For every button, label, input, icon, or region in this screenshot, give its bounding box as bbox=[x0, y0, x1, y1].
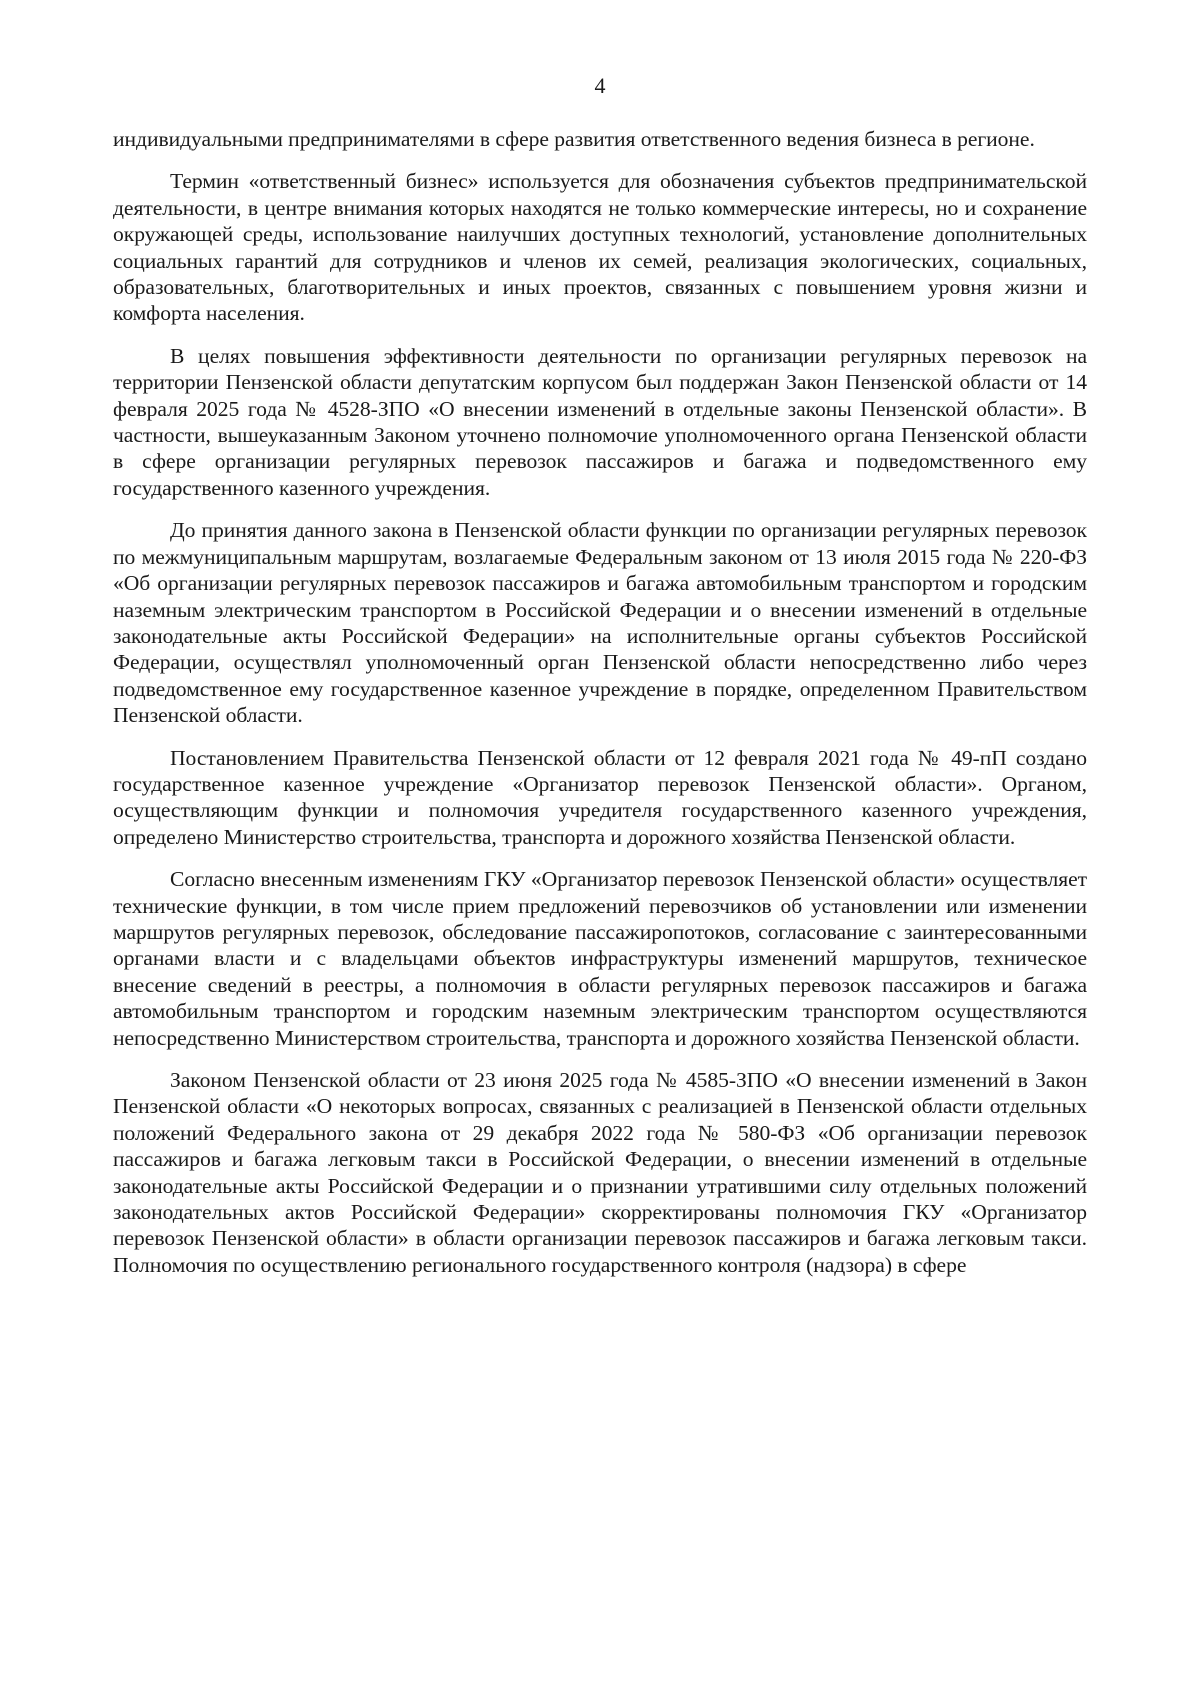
paragraph-1: индивидуальными предпринимателями в сфере развития ответственного ведения бизнеса в регионе. bbox=[113, 127, 1035, 151]
page-number: 4 bbox=[594, 73, 606, 98]
paragraph-7: Законом Пензенской области от 23 июня 2025 года № 4585-ЗПО «О внесении изменений в Закон Пензенской области «О некоторых вопросах, связанных с реализацией в Пензенской области отдельных положений Федерального закона от 29 декабря 2022 года № 580-ФЗ «Об организации перевозок пассажиров и багажа легковым такси в Российской Федерации, о внесении изменений в отдельные законодательные акты Российской Федерации и о признании утратившими силу отдельных положений законодательных актов Российской Федерации» скорректированы полномочия ГКУ «Организатор перевозок Пензенской области» в области организации перевозок пассажиров и багажа легковым такси. Полномочия по осуществлению регионального государственного контроля (надзора) в сфере bbox=[113, 1068, 1087, 1277]
document-body bbox=[113, 126, 1087, 1294]
paragraph-2: Термин «ответственный бизнес» используется для обозначения субъектов предпринимательской деятельности, в центре внимания которых находятся не только коммерческие интересы, но и сохранение окружающей среды, использование наилучших доступных технологий, установление дополнительных социальных гарантий для сотрудников и членов их семей, реализация экологических, социальных, образовательных, благотворительных и иных проектов, связанных с повышением уровня жизни и комфорта населения. bbox=[113, 169, 1087, 326]
paragraph-6: Согласно внесенным изменениям ГКУ «Организатор перевозок Пензенской области» осуществляет технические функции, в том числе прием предложений перевозчиков об установлении или изменении маршрутов регулярных перевозок, обследование пассажиропотоков, согласование с заинтересованными органами власти и с владельцами объектов инфраструктуры изменений маршрутов, техническое внесение сведений в реестры, а полномочия в области регулярных перевозок пассажиров и багажа автомобильным транспортом и городским наземным электрическим транспортом осуществляются непосредственно Министерством строительства, транспорта и дорожного хозяйства Пензенской области. bbox=[113, 867, 1087, 1050]
paragraph-4: До принятия данного закона в Пензенской области функции по организации регулярных перевозок по межмуниципальным маршрутам, возлагаемые Федеральным законом от 13 июля 2015 года № 220-ФЗ «Об организации регулярных перевозок пассажиров и багажа автомобильным транспортом и городским наземным электрическим транспортом в Российской Федерации и о внесении изменений в отдельные законодательные акты Российской Федерации» на исполнительные органы субъектов Российской Федерации, осуществлял уполномоченный орган Пензенской области непосредственно либо через подведомственное ему государственное казенное учреждение в порядке, определенном Правительством Пензенской области. bbox=[113, 518, 1087, 728]
paragraph-3: В целях повышения эффективности деятельности по организации регулярных перевозок на территории Пензенской области депутатским корпусом был поддержан Закон Пензенской области от 14 февраля 2025 года № 4528-ЗПО «О внесении изменений в отдельные законы Пензенской области». В частности, вышеуказанным Законом уточнено полномочие уполномоченного органа Пензенской области в сфере организации регулярных перевозок пассажиров и багажа и подведомственного ему государственного казенного учреждения. bbox=[113, 343, 1087, 500]
paragraph-5: Постановлением Правительства Пензенской области от 12 февраля 2021 года № 49-пП создано государственное казенное учреждение «Организатор перевозок Пензенской области». Органом, осуществляющим функции и полномочия учредителя государственного казенного учреждения, определено Министерство строительства, транспорта и дорожного хозяйства Пензенской области. bbox=[113, 745, 1087, 849]
